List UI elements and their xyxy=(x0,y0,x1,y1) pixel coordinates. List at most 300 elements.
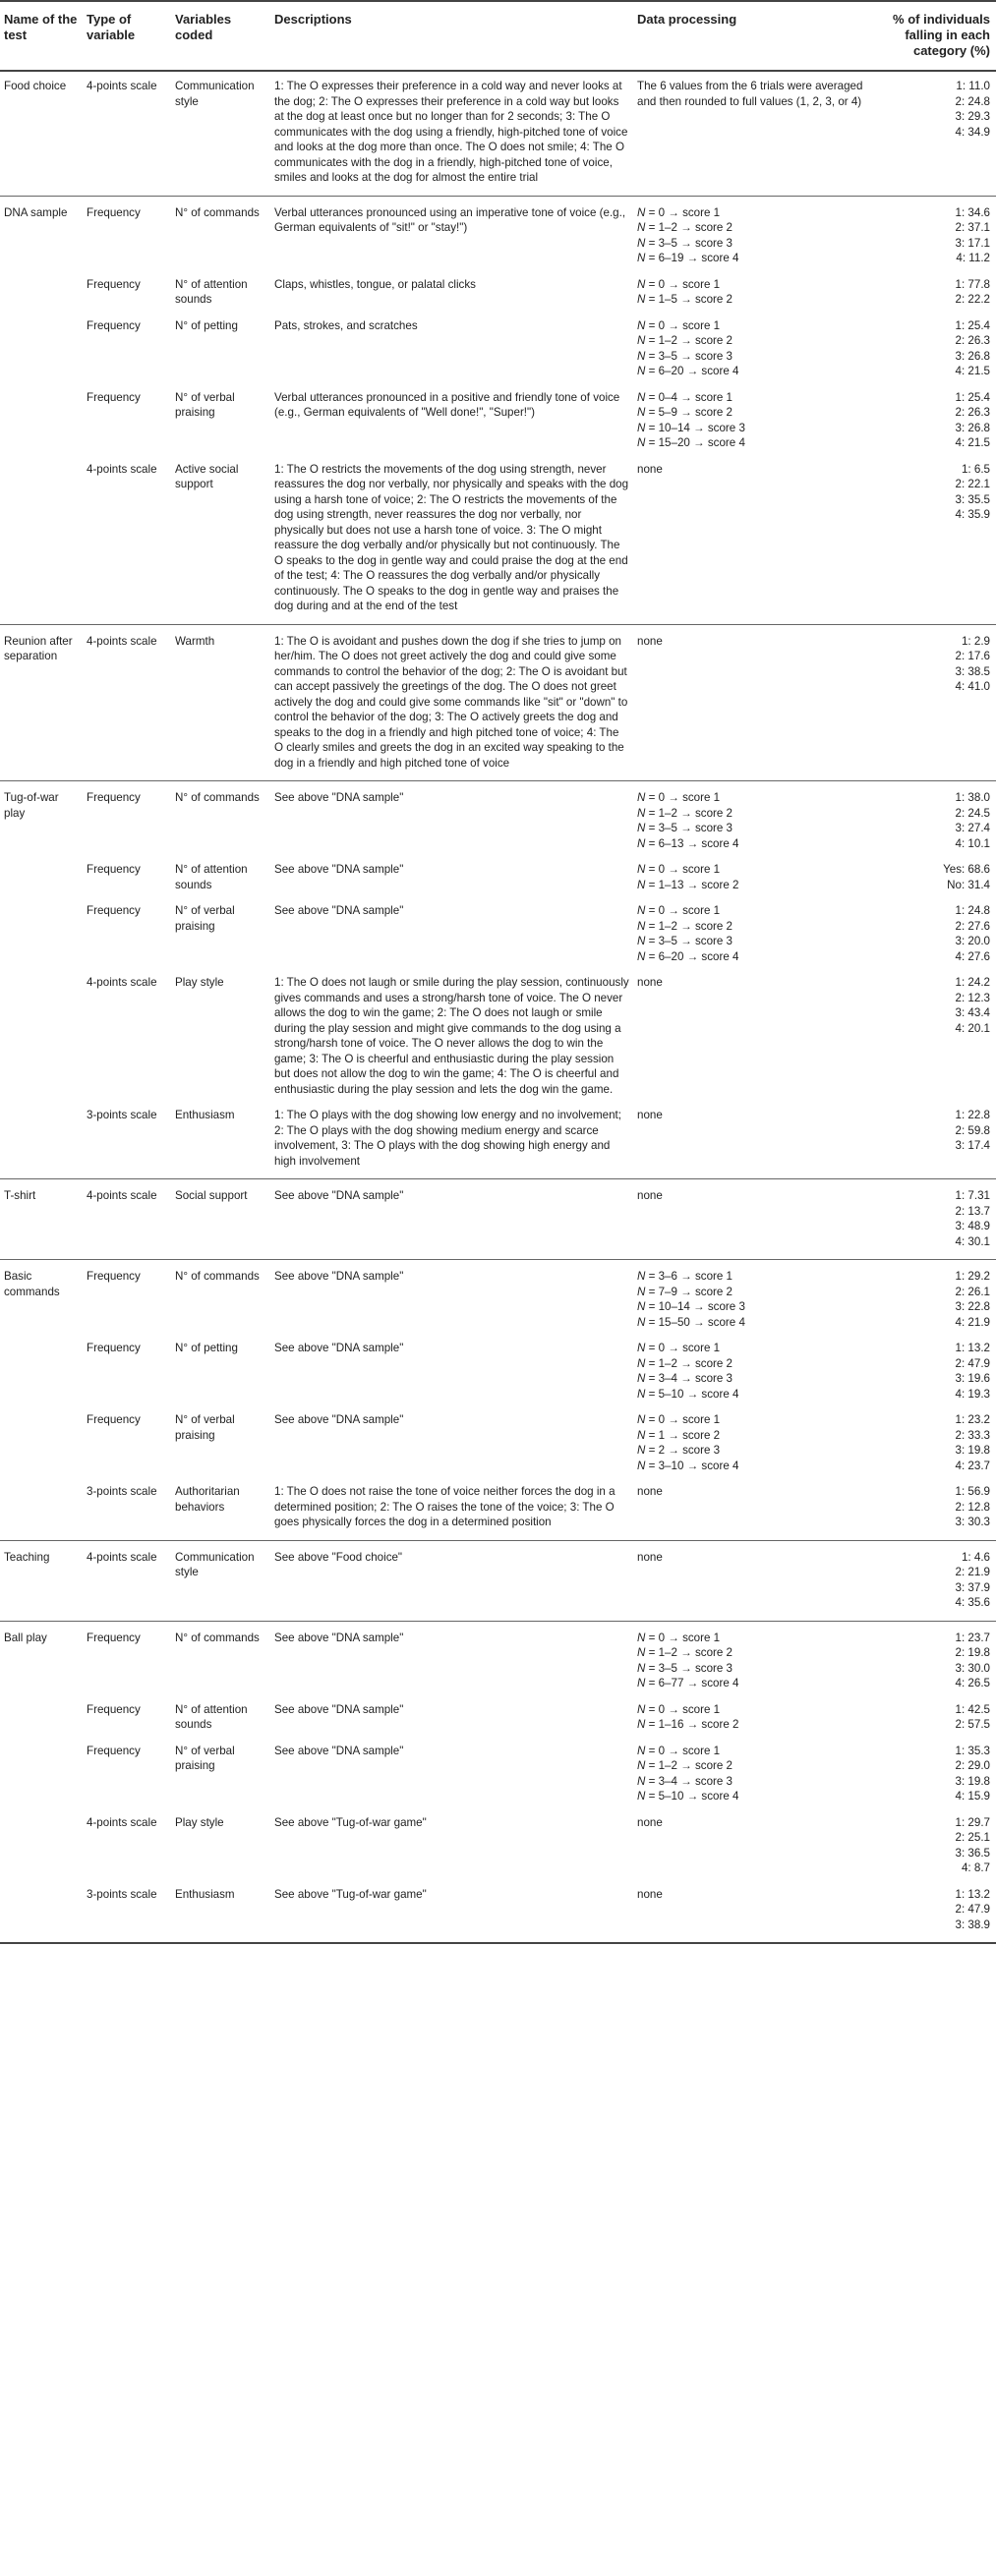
processing-rule: = 2 → score 3 xyxy=(648,1444,721,1457)
table-row xyxy=(0,1405,996,1477)
cell-percent xyxy=(873,1808,996,1880)
cell-description: See above "DNA sample" xyxy=(270,1260,633,1335)
percent-value: 3: 29.3 xyxy=(955,110,990,123)
cell-variable-type: Frequency xyxy=(87,318,141,332)
n-symbol: N xyxy=(637,863,646,876)
cell-test-name xyxy=(0,968,83,1101)
cell-variable-coded: N° of attention sounds xyxy=(175,277,248,306)
cell-percent xyxy=(873,1334,996,1405)
processing-line xyxy=(637,790,869,806)
n-symbol: N xyxy=(637,436,646,449)
processing-line xyxy=(637,1774,869,1790)
percent-value: 4: 10.1 xyxy=(955,836,990,850)
percent-value: 3: 22.8 xyxy=(955,1300,990,1313)
n-symbol: N xyxy=(637,334,646,347)
percent-value: 4: 11.2 xyxy=(956,252,990,264)
cell-percent xyxy=(873,1179,996,1260)
cell-variable-type: 4-points scale xyxy=(83,1540,171,1621)
cell-description: See above "Tug-of-war game" xyxy=(274,1815,427,1829)
percent-value: 1: 25.4 xyxy=(955,318,990,332)
percent-value: 1: 25.4 xyxy=(955,390,990,404)
cell-test-name xyxy=(0,1101,83,1179)
n-symbol: N xyxy=(637,1702,646,1716)
cell-description: 1: The O restricts the movements of the dog using strength, never reassures the dog nor verbally, nor physically and speaks with the dog using a harsh tone of voice; 2: The O restricts the movements of the dog using strength, never reassures the dog nor verbally, nor physically but does not use a harsh tone of voice. 3: The O might reassure the dog verbally and/or physically but not continuously. The O speaks to the dog in gentle way and could praise the dog at the end of the test; 4: The O reassures the dog verbally and/or physically continuously. The O speaks to the dog in gentle way and praises the dog during and at the end of the test xyxy=(274,462,629,612)
percent-value: 1: 38.0 xyxy=(955,791,990,804)
percent-value: 3: 38.9 xyxy=(955,1918,990,1931)
processing-line xyxy=(637,878,869,893)
processing-rule: = 0 → score 1 xyxy=(648,205,721,219)
percent-value: 2: 24.8 xyxy=(955,94,990,108)
processing-rule: = 0 → score 1 xyxy=(648,863,721,876)
cell-variable-type: 4-points scale xyxy=(87,1815,157,1829)
processing-rule: = 3–5 → score 3 xyxy=(648,935,733,947)
percent-value: 4: 41.0 xyxy=(955,680,990,693)
n-symbol: N xyxy=(637,1646,646,1659)
processing-line xyxy=(637,862,869,878)
table-row xyxy=(0,968,996,1101)
n-symbol: N xyxy=(637,1413,646,1426)
processing-line xyxy=(637,390,869,406)
cell-description: See above "DNA sample" xyxy=(270,781,633,856)
processing-rule: = 1–2 → score 2 xyxy=(648,221,733,234)
n-symbol: N xyxy=(637,1759,646,1772)
cell-percent xyxy=(873,781,996,856)
cell-data-processing: The 6 values from the 6 trials were averaged and then rounded to full values (1, 2, 3, or 4) xyxy=(637,80,863,108)
n-symbol: N xyxy=(637,1744,646,1757)
percent-value: 3: 37.9 xyxy=(955,1580,990,1594)
cell-test-name: Food choice xyxy=(4,80,67,92)
percent-value: 4: 30.1 xyxy=(955,1234,990,1248)
processing-line xyxy=(637,333,869,349)
cell-description: See above "DNA sample" xyxy=(274,863,404,876)
processing-line xyxy=(637,236,869,252)
processing-line xyxy=(637,1299,869,1315)
cell-data-processing xyxy=(633,855,873,896)
processing-line xyxy=(637,277,869,293)
percent-value: 3: 30.3 xyxy=(955,1516,990,1528)
percent-value: 2: 26.3 xyxy=(955,334,990,347)
cell-percent xyxy=(873,455,996,625)
processing-rule: = 15–20 → score 4 xyxy=(648,436,745,449)
cell-variable-type: Frequency xyxy=(83,1260,171,1335)
percent-value: 2: 17.6 xyxy=(955,650,990,662)
percent-value: 1: 6.5 xyxy=(961,462,990,476)
n-symbol: N xyxy=(637,1718,646,1731)
cell-data-processing xyxy=(633,312,873,383)
percent-value: Yes: 68.6 xyxy=(943,863,990,876)
processing-line xyxy=(637,1631,869,1646)
percent-value: 4: 19.3 xyxy=(955,1387,990,1401)
processing-rule: = 15–50 → score 4 xyxy=(648,1315,745,1329)
table-row xyxy=(0,312,996,383)
n-symbol: N xyxy=(637,318,646,332)
cell-percent xyxy=(873,1405,996,1477)
processing-line xyxy=(637,1676,869,1691)
processing-line xyxy=(637,1428,869,1444)
processing-rule: = 1–2 → score 2 xyxy=(648,1356,733,1370)
processing-line xyxy=(637,903,869,919)
processing-rule: = 0 → score 1 xyxy=(648,1744,721,1757)
table-row xyxy=(0,1737,996,1808)
percent-value: 1: 11.0 xyxy=(956,80,990,92)
processing-rule: = 1–16 → score 2 xyxy=(648,1718,739,1731)
n-symbol: N xyxy=(637,1790,646,1803)
cell-test-name: Ball play xyxy=(0,1621,83,1695)
cell-description: See above "DNA sample" xyxy=(270,1621,633,1695)
percent-value: 4: 8.7 xyxy=(961,1861,990,1874)
n-symbol: N xyxy=(637,277,646,291)
processing-line xyxy=(637,405,869,421)
percent-value: 4: 15.9 xyxy=(955,1790,990,1803)
cell-data-processing: none xyxy=(633,624,873,781)
processing-line xyxy=(637,919,869,935)
percent-value: 1: 23.2 xyxy=(955,1413,990,1426)
cell-data-processing: none xyxy=(633,1540,873,1621)
cell-percent xyxy=(873,1260,996,1335)
n-symbol: N xyxy=(637,904,646,917)
processing-line xyxy=(637,1744,869,1759)
cell-test-name: Teaching xyxy=(0,1540,83,1621)
processing-line xyxy=(637,1789,869,1804)
percent-value: 3: 36.5 xyxy=(955,1846,990,1860)
cell-variable-coded: Social support xyxy=(171,1179,270,1260)
processing-rule: = 10–14 → score 3 xyxy=(648,1300,745,1313)
cell-description: See above "DNA sample" xyxy=(274,1744,404,1757)
cell-test-name xyxy=(0,1695,83,1737)
processing-line xyxy=(637,1315,869,1331)
n-symbol: N xyxy=(637,1428,646,1442)
processing-line xyxy=(637,1371,869,1387)
percent-value: 3: 17.4 xyxy=(955,1139,990,1152)
processing-line xyxy=(637,349,869,365)
n-symbol: N xyxy=(637,365,646,377)
percent-value: 3: 17.1 xyxy=(955,236,990,250)
cell-percent xyxy=(873,312,996,383)
table-row xyxy=(0,1695,996,1737)
cell-variable-coded: N° of petting xyxy=(175,318,238,332)
percent-value: 1: 42.5 xyxy=(955,1702,990,1716)
percent-value: 4: 34.9 xyxy=(955,125,990,139)
percent-value: 2: 29.0 xyxy=(955,1759,990,1772)
cell-variable-type: Frequency xyxy=(83,1621,171,1695)
percent-value: 2: 13.7 xyxy=(955,1204,990,1218)
processing-line xyxy=(637,1387,869,1402)
n-symbol: N xyxy=(637,1356,646,1370)
n-symbol: N xyxy=(637,791,646,804)
cell-percent xyxy=(873,1621,996,1695)
percent-value: 2: 26.1 xyxy=(955,1285,990,1298)
cell-description: See above "DNA sample" xyxy=(274,1702,404,1716)
cell-test-name xyxy=(0,1737,83,1808)
percent-value: 1: 4.6 xyxy=(961,1550,990,1564)
percent-value: 3: 38.5 xyxy=(955,664,990,678)
percent-value: 3: 27.4 xyxy=(955,822,990,834)
percent-value: 1: 29.2 xyxy=(955,1270,990,1283)
processing-rule: = 1–2 → score 2 xyxy=(648,806,733,820)
cell-description: 1: The O plays with the dog showing low energy and no involvement; 2: The O plays with the dog showing medium energy and scarce involvement, 3: The O plays with the dog showing high energy and high involvement xyxy=(274,1109,621,1168)
processing-line xyxy=(637,1269,869,1285)
table-row xyxy=(0,896,996,968)
cell-data-processing: none xyxy=(637,1109,663,1121)
table-row xyxy=(0,71,996,196)
processing-rule: = 3–4 → score 3 xyxy=(648,1372,733,1385)
processing-line xyxy=(637,1702,869,1718)
cell-description: 1: The O expresses their preference in a cold way and never looks at the dog; 2: The O expresses their preference in a cold way but looks at the dog at least once but no longer than for 2 seconds; 3: The O communicates with the dog using a friendly, high-pitched tone of voice and looks at the dog more than once. The O does not smile; 4: The O communicates with the dog in a friendly, high-pitched tone of voice, smiles and looks at the dog for almost the entire trial xyxy=(274,80,628,184)
cell-variable-type: 4-points scale xyxy=(83,624,171,781)
processing-rule: = 0–4 → score 1 xyxy=(648,390,733,404)
cell-description: Claps, whistles, tongue, or palatal clicks xyxy=(274,277,476,291)
percent-value: 2: 47.9 xyxy=(955,1356,990,1370)
percent-value: 2: 59.8 xyxy=(955,1123,990,1137)
cell-description: See above "Tug-of-war game" xyxy=(270,1880,633,1944)
header-variables: Variables coded xyxy=(171,1,270,71)
percent-value: 3: 19.8 xyxy=(955,1774,990,1788)
n-symbol: N xyxy=(637,822,646,834)
cell-data-processing xyxy=(633,1737,873,1808)
cell-variable-type: Frequency xyxy=(87,390,141,404)
table-row xyxy=(0,1808,996,1880)
cell-variable-type: Frequency xyxy=(83,196,171,270)
cell-variable-coded: N° of verbal praising xyxy=(175,904,235,933)
percent-value: 2: 21.9 xyxy=(955,1566,990,1578)
cell-description: Verbal utterances pronounced in a positive and friendly tone of voice (e.g., German equivalents of "Well done!", "Super!") xyxy=(274,390,620,419)
processing-rule: = 0 → score 1 xyxy=(648,1413,721,1426)
percent-value: 2: 19.8 xyxy=(955,1646,990,1659)
cell-test-name xyxy=(0,383,83,455)
percent-value: 1: 13.2 xyxy=(955,1342,990,1354)
cell-percent xyxy=(873,855,996,896)
cell-percent xyxy=(873,1101,996,1179)
cell-percent xyxy=(873,383,996,455)
cell-data-processing xyxy=(633,1260,873,1335)
cell-variable-coded: N° of verbal praising xyxy=(175,1744,235,1772)
cell-variable-coded: Authoritarian behaviors xyxy=(175,1485,240,1514)
percent-value: 3: 19.6 xyxy=(955,1372,990,1385)
percent-value: 3: 26.8 xyxy=(955,349,990,363)
cell-description: 1: The O is avoidant and pushes down the dog if she tries to jump on her/him. The O does not greet actively the dog and could give some commands to control the behavior of the dog; 2: The O is avoidant but can accept passively the greetings of the dog. The O does not greet actively the dog and could give some commands like "sit" or "down" to control the behavior of the dog; 3: The O actively greets the dog and speaks to the dog in a friendly and high pitched tone of voice; 4: The O clearly smiles and greets the dog in an excited way speaking to the dog in a friendly and high pitched tone of voice xyxy=(270,624,633,781)
cell-variable-coded: Warmth xyxy=(171,624,270,781)
percent-value: 1: 29.7 xyxy=(955,1815,990,1829)
n-symbol: N xyxy=(637,406,646,419)
percent-value: 3: 43.4 xyxy=(955,1006,990,1019)
percent-value: 2: 25.1 xyxy=(955,1831,990,1844)
n-symbol: N xyxy=(637,349,646,363)
processing-line xyxy=(637,435,869,451)
percent-value: 4: 35.6 xyxy=(955,1596,990,1609)
percent-value: 1: 24.8 xyxy=(955,904,990,917)
percent-value: 4: 21.9 xyxy=(955,1315,990,1329)
percent-value: 1: 35.3 xyxy=(955,1744,990,1757)
cell-variable-coded: N° of attention sounds xyxy=(175,1702,248,1731)
cell-variable-type: 4-points scale xyxy=(87,462,157,476)
processing-line xyxy=(637,1717,869,1733)
table-row xyxy=(0,1880,996,1944)
cell-variable-type: Frequency xyxy=(87,904,141,917)
cell-test-name xyxy=(0,270,83,312)
processing-rule: = 1–2 → score 2 xyxy=(648,1646,733,1659)
cell-variable-type: 3-points scale xyxy=(87,1109,157,1121)
percent-value: 1: 34.6 xyxy=(955,205,990,219)
cell-percent xyxy=(873,1880,996,1944)
cell-variable-coded: N° of commands xyxy=(171,196,270,270)
percent-value: 4: 27.6 xyxy=(955,949,990,963)
n-symbol: N xyxy=(637,1372,646,1385)
n-symbol: N xyxy=(637,390,646,404)
n-symbol: N xyxy=(637,421,646,434)
header-descriptions: Descriptions xyxy=(270,1,633,71)
processing-rule: = 6–20 → score 4 xyxy=(648,365,739,377)
n-symbol: N xyxy=(637,293,646,306)
processing-line xyxy=(637,1285,869,1300)
cell-variable-coded: N° of commands xyxy=(171,781,270,856)
percent-value: 4: 26.5 xyxy=(955,1677,990,1689)
percent-value: 2: 22.1 xyxy=(955,478,990,490)
cell-data-processing xyxy=(633,1334,873,1405)
header-test: Name of the test xyxy=(0,1,83,71)
processing-rule: = 0 → score 1 xyxy=(648,1631,721,1644)
processing-rule: = 3–6 → score 1 xyxy=(648,1270,733,1283)
percent-value: 3: 26.8 xyxy=(955,421,990,434)
percent-value: 4: 21.5 xyxy=(955,436,990,449)
cell-test-name: Basic commands xyxy=(0,1260,83,1335)
processing-rule: = 1–2 → score 2 xyxy=(648,334,733,347)
table-row xyxy=(0,270,996,312)
cell-data-processing: none xyxy=(633,1880,873,1944)
table-row xyxy=(0,1621,996,1695)
percent-value: 1: 2.9 xyxy=(961,634,990,648)
cell-variable-type: Frequency xyxy=(87,1702,141,1716)
n-symbol: N xyxy=(637,205,646,219)
processing-rule: = 0 → score 1 xyxy=(648,791,721,804)
cell-variable-coded: Enthusiasm xyxy=(175,1109,235,1121)
processing-line xyxy=(637,1341,869,1356)
cell-description: See above "DNA sample" xyxy=(274,1342,404,1354)
processing-rule: = 0 → score 1 xyxy=(648,904,721,917)
processing-rule: = 5–10 → score 4 xyxy=(648,1790,739,1803)
cell-percent xyxy=(873,1737,996,1808)
processing-line xyxy=(637,421,869,436)
cell-data-processing: none xyxy=(637,1815,663,1829)
table-row xyxy=(0,455,996,625)
n-symbol: N xyxy=(637,252,646,264)
percent-value: 3: 35.5 xyxy=(955,492,990,506)
n-symbol: N xyxy=(637,1300,646,1313)
processing-line xyxy=(637,1645,869,1661)
cell-test-name xyxy=(0,1405,83,1477)
percent-value: 2: 33.3 xyxy=(955,1428,990,1442)
percent-value: 4: 23.7 xyxy=(955,1459,990,1472)
cell-percent xyxy=(873,270,996,312)
percent-value: No: 31.4 xyxy=(947,878,990,891)
processing-rule: = 0 → score 1 xyxy=(648,1702,721,1716)
n-symbol: N xyxy=(637,1459,646,1472)
cell-data-processing: none xyxy=(637,462,663,476)
processing-line xyxy=(637,1758,869,1774)
n-symbol: N xyxy=(637,1631,646,1644)
header-percent: % of individuals falling in each category (%) xyxy=(873,1,996,71)
cell-variable-coded: Play style xyxy=(175,976,224,989)
processing-line xyxy=(637,1443,869,1459)
cell-test-name xyxy=(0,1880,83,1944)
cell-test-name xyxy=(0,1477,83,1540)
processing-rule: = 5–10 → score 4 xyxy=(648,1387,739,1401)
percent-value: 3: 20.0 xyxy=(955,935,990,947)
processing-rule: = 1 → score 2 xyxy=(648,1428,721,1442)
n-symbol: N xyxy=(637,949,646,963)
percent-value: 2: 26.3 xyxy=(955,406,990,419)
cell-percent xyxy=(873,968,996,1101)
processing-rule: = 3–5 → score 3 xyxy=(648,349,733,363)
cell-test-name xyxy=(0,896,83,968)
cell-percent xyxy=(873,1540,996,1621)
header-processing: Data processing xyxy=(633,1,873,71)
n-symbol: N xyxy=(637,1285,646,1298)
cell-variable-type: Frequency xyxy=(87,1744,141,1757)
n-symbol: N xyxy=(637,1387,646,1401)
cell-percent xyxy=(873,71,996,196)
cell-percent xyxy=(873,196,996,270)
cell-description: See above "DNA sample" xyxy=(274,904,404,917)
percent-value: 2: 57.5 xyxy=(955,1718,990,1731)
cell-description: 1: The O does not raise the tone of voice neither forces the dog in a determined position; 2: The O raises the tone of the voice; 3: The O goes physically forces the dog in a determined position xyxy=(274,1485,615,1528)
n-symbol: N xyxy=(637,935,646,947)
processing-line xyxy=(637,836,869,852)
processing-rule: = 1–2 → score 2 xyxy=(648,919,733,933)
percent-value: 3: 30.0 xyxy=(955,1661,990,1675)
processing-rule: = 6–13 → score 4 xyxy=(648,836,739,850)
cell-data-processing xyxy=(633,1695,873,1737)
cell-data-processing xyxy=(633,781,873,856)
cell-data-processing xyxy=(633,270,873,312)
percent-value: 1: 56.9 xyxy=(955,1485,990,1498)
percent-value: 4: 21.5 xyxy=(955,365,990,377)
cell-test-name: Reunion after separation xyxy=(0,624,83,781)
n-symbol: N xyxy=(637,919,646,933)
cell-variable-type: Frequency xyxy=(87,863,141,876)
n-symbol: N xyxy=(637,1444,646,1457)
cell-test-name: DNA sample xyxy=(0,196,83,270)
n-symbol: N xyxy=(637,1342,646,1354)
processing-line xyxy=(637,1459,869,1474)
cell-data-processing xyxy=(633,383,873,455)
cell-description: See above "DNA sample" xyxy=(274,1413,404,1426)
table-row xyxy=(0,855,996,896)
cell-data-processing xyxy=(633,196,873,270)
cell-variable-type: Frequency xyxy=(87,1342,141,1354)
percent-value: 2: 22.2 xyxy=(955,293,990,306)
table-row xyxy=(0,383,996,455)
processing-rule: = 6–20 → score 4 xyxy=(648,949,739,963)
cell-test-name xyxy=(0,312,83,383)
cell-variable-coded: N° of verbal praising xyxy=(175,1413,235,1442)
cell-variable-coded: N° of attention sounds xyxy=(175,863,248,891)
table-row xyxy=(0,1477,996,1540)
percent-value: 2: 37.1 xyxy=(955,221,990,234)
percent-value: 4: 20.1 xyxy=(955,1021,990,1035)
cell-variable-coded: N° of verbal praising xyxy=(175,390,235,419)
cell-percent xyxy=(873,1477,996,1540)
cell-test-name xyxy=(0,1808,83,1880)
processing-rule: = 3–5 → score 3 xyxy=(648,822,733,834)
processing-line xyxy=(637,949,869,965)
cell-variable-coded: Play style xyxy=(175,1815,224,1829)
processing-line xyxy=(637,806,869,822)
processing-line xyxy=(637,1661,869,1677)
cell-test-name: T-shirt xyxy=(0,1179,83,1260)
percent-value: 1: 7.31 xyxy=(955,1189,990,1202)
percent-value: 2: 24.5 xyxy=(955,806,990,820)
n-symbol: N xyxy=(637,1661,646,1675)
